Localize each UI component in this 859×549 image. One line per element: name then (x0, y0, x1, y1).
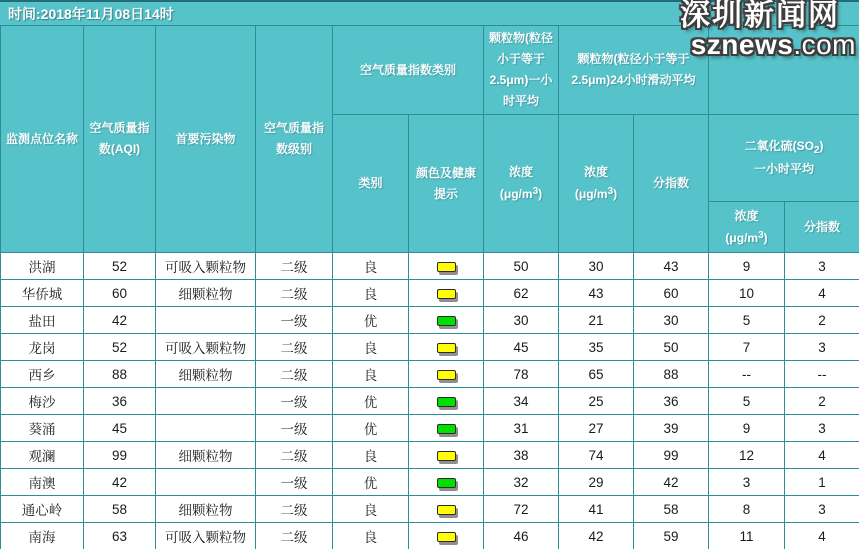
level-cell: 二级 (256, 361, 333, 388)
pm25-24h-cell: 21 (559, 307, 634, 334)
category-cell: 良 (333, 280, 409, 307)
header-station: 监测点位名称 (1, 26, 84, 253)
color-tip-swatch (437, 532, 456, 542)
table-row (1, 307, 859, 334)
pm25-24h-cell: 29 (559, 469, 634, 496)
color-tip-cell (409, 307, 484, 334)
station-cell: 南澳 (1, 469, 84, 496)
table-row (1, 334, 859, 361)
header-so2-group: 二氧化硫$(SO_2)$ 一小时平均 (709, 115, 859, 202)
pollutant-cell: 细颗粒物 (156, 496, 256, 523)
table-row (1, 523, 859, 549)
category-cell: 良 (333, 253, 409, 280)
so2-subindex-cell: 4 (785, 280, 859, 307)
level-cell: 二级 (256, 523, 333, 549)
pm25-subindex-cell: 42 (634, 469, 709, 496)
color-tip-swatch (437, 424, 456, 434)
category-cell: 优 (333, 388, 409, 415)
aqi-cell: 60 (84, 280, 156, 307)
pm25-subindex-cell: 43 (634, 253, 709, 280)
header-pm25-24h-group: 颗粒物(粒径小于等于2.5μm)24小时滑动平均 (559, 26, 709, 115)
pollutant-cell (156, 415, 256, 442)
aqi-cell: 36 (84, 388, 156, 415)
color-tip-cell (409, 334, 484, 361)
pm25-1h-cell: 30 (484, 307, 559, 334)
so2-subindex-cell: 3 (785, 496, 859, 523)
pollutant-cell: 细颗粒物 (156, 280, 256, 307)
level-cell: 二级 (256, 253, 333, 280)
so2-cell: 11 (709, 523, 785, 549)
pm25-1h-cell: 46 (484, 523, 559, 549)
station-cell: 葵涌 (1, 415, 84, 442)
aqi-cell: 42 (84, 469, 156, 496)
color-tip-swatch (437, 397, 456, 407)
color-tip-swatch (437, 343, 456, 353)
table-row (1, 253, 859, 280)
level-cell: 二级 (256, 334, 333, 361)
aqi-cell: 45 (84, 415, 156, 442)
header-pm25-1h-group: 颗粒物(粒径小于等于2.5μm)一小时平均 (484, 26, 559, 115)
aqi-cell: 52 (84, 253, 156, 280)
pm25-24h-cell: 74 (559, 442, 634, 469)
so2-subindex-cell: 1 (785, 469, 859, 496)
header-category: 类别 (333, 115, 409, 253)
sznews-logo[interactable] (680, 1, 856, 59)
so2-cell: 3 (709, 469, 785, 496)
pm25-24h-cell: 25 (559, 388, 634, 415)
color-tip-swatch (437, 451, 456, 461)
station-cell: 梅沙 (1, 388, 84, 415)
category-cell: 良 (333, 523, 409, 549)
pollutant-cell: 细颗粒物 (156, 442, 256, 469)
pm25-1h-cell: 78 (484, 361, 559, 388)
so2-subindex-cell: 4 (785, 442, 859, 469)
so2-subindex-cell: -- (785, 361, 859, 388)
aqi-cell: 99 (84, 442, 156, 469)
so2-cell: 12 (709, 442, 785, 469)
table-row (1, 361, 859, 388)
table-row (1, 388, 859, 415)
so2-subindex-cell: 3 (785, 415, 859, 442)
level-cell: 一级 (256, 415, 333, 442)
color-tip-cell (409, 361, 484, 388)
color-tip-cell (409, 523, 484, 549)
aqi-cell: 52 (84, 334, 156, 361)
sznews-logo-domain-bold: sznews (690, 29, 794, 60)
table-row (1, 469, 859, 496)
pm25-subindex-cell: 59 (634, 523, 709, 549)
station-cell: 南海 (1, 523, 84, 549)
aqi-cell: 88 (84, 361, 156, 388)
header-pm25-24h-concentration: 浓度 $(\mu g/m^3)$ (559, 115, 634, 253)
station-cell: 盐田 (1, 307, 84, 334)
so2-cell: 9 (709, 415, 785, 442)
station-cell: 通心岭 (1, 496, 84, 523)
category-cell: 优 (333, 469, 409, 496)
station-cell: 华侨城 (1, 280, 84, 307)
pm25-1h-cell: 62 (484, 280, 559, 307)
pm25-1h-cell: 50 (484, 253, 559, 280)
pm25-1h-cell: 32 (484, 469, 559, 496)
pm25-subindex-cell: 88 (634, 361, 709, 388)
pm25-24h-cell: 27 (559, 415, 634, 442)
timestamp-label: 时间:2018年11月08日14时 (8, 5, 174, 22)
so2-subindex-cell: 3 (785, 334, 859, 361)
color-tip-swatch (437, 370, 456, 380)
sznews-logo-domain-tld: .com (793, 29, 856, 60)
so2-cell: -- (709, 361, 785, 388)
color-tip-cell (409, 388, 484, 415)
header-aqi: 空气质量指数(AQI) (84, 26, 156, 253)
pm25-24h-cell: 30 (559, 253, 634, 280)
pm25-subindex-cell: 60 (634, 280, 709, 307)
pollutant-cell (156, 469, 256, 496)
aqi-cell: 42 (84, 307, 156, 334)
table-row (1, 280, 859, 307)
pm25-subindex-cell: 99 (634, 442, 709, 469)
so2-subindex-cell: 3 (785, 253, 859, 280)
color-tip-cell (409, 442, 484, 469)
so2-cell: 5 (709, 307, 785, 334)
so2-cell: 9 (709, 253, 785, 280)
pm25-1h-cell: 34 (484, 388, 559, 415)
so2-cell: 7 (709, 334, 785, 361)
station-cell: 洪湖 (1, 253, 84, 280)
pollutant-cell (156, 388, 256, 415)
pm25-24h-cell: 42 (559, 523, 634, 549)
table-row (1, 496, 859, 523)
aqi-cell: 63 (84, 523, 156, 549)
table-body (1, 253, 859, 549)
category-cell: 良 (333, 361, 409, 388)
pm25-subindex-cell: 30 (634, 307, 709, 334)
category-cell: 优 (333, 307, 409, 334)
category-cell: 良 (333, 334, 409, 361)
header-so2-subindex: 分指数 (785, 202, 859, 253)
pm25-subindex-cell: 36 (634, 388, 709, 415)
station-cell: 龙岗 (1, 334, 84, 361)
header-category-group: 空气质量指数类别 (333, 26, 484, 115)
pollutant-cell (156, 307, 256, 334)
pollutant-cell: 细颗粒物 (156, 361, 256, 388)
pm25-1h-cell: 38 (484, 442, 559, 469)
pm25-subindex-cell: 50 (634, 334, 709, 361)
pollutant-cell: 可吸入颗粒物 (156, 253, 256, 280)
pm25-1h-cell: 45 (484, 334, 559, 361)
pm25-24h-cell: 41 (559, 496, 634, 523)
pm25-24h-cell: 35 (559, 334, 634, 361)
color-tip-swatch (437, 478, 456, 488)
header-pollutant: 首要污染物 (156, 26, 256, 253)
so2-cell: 5 (709, 388, 785, 415)
so2-subindex-cell: 2 (785, 307, 859, 334)
so2-cell: 8 (709, 496, 785, 523)
color-tip-cell (409, 280, 484, 307)
table-row (1, 442, 859, 469)
color-tip-cell (409, 415, 484, 442)
aqi-cell: 58 (84, 496, 156, 523)
category-cell: 良 (333, 442, 409, 469)
pm25-24h-cell: 65 (559, 361, 634, 388)
sznews-logo-chinese: 深圳新闻网 (680, 0, 840, 32)
header-color-tip: 颜色及健康提示 (409, 115, 484, 253)
air-quality-table (0, 25, 859, 549)
color-tip-cell (409, 469, 484, 496)
color-tip-swatch (437, 289, 456, 299)
level-cell: 二级 (256, 280, 333, 307)
category-cell: 良 (333, 496, 409, 523)
station-cell: 西乡 (1, 361, 84, 388)
pm25-1h-cell: 31 (484, 415, 559, 442)
level-cell: 二级 (256, 496, 333, 523)
color-tip-swatch (437, 505, 456, 515)
table-row (1, 415, 859, 442)
pm25-subindex-cell: 58 (634, 496, 709, 523)
header-level: 空气质量指数级别 (256, 26, 333, 253)
sznews-logo-domain (680, 31, 856, 59)
pm25-24h-cell: 43 (559, 280, 634, 307)
level-cell: 一级 (256, 388, 333, 415)
pm25-subindex-cell: 39 (634, 415, 709, 442)
pollutant-cell: 可吸入颗粒物 (156, 523, 256, 549)
color-tip-cell (409, 496, 484, 523)
so2-subindex-cell: 4 (785, 523, 859, 549)
color-tip-swatch (437, 316, 456, 326)
station-cell: 观澜 (1, 442, 84, 469)
level-cell: 一级 (256, 469, 333, 496)
pollutant-cell: 可吸入颗粒物 (156, 334, 256, 361)
header-so2-concentration: 浓度 $(\mu g/m^3)$ (709, 202, 785, 253)
so2-cell: 10 (709, 280, 785, 307)
level-cell: 一级 (256, 307, 333, 334)
level-cell: 二级 (256, 442, 333, 469)
header-pm25-1h-concentration: 浓度 $(\mu g/m^3)$ (484, 115, 559, 253)
pm25-1h-cell: 72 (484, 496, 559, 523)
category-cell: 优 (333, 415, 409, 442)
header-pm25-subindex: 分指数 (634, 115, 709, 253)
color-tip-cell (409, 253, 484, 280)
color-tip-swatch (437, 262, 456, 272)
so2-subindex-cell: 2 (785, 388, 859, 415)
